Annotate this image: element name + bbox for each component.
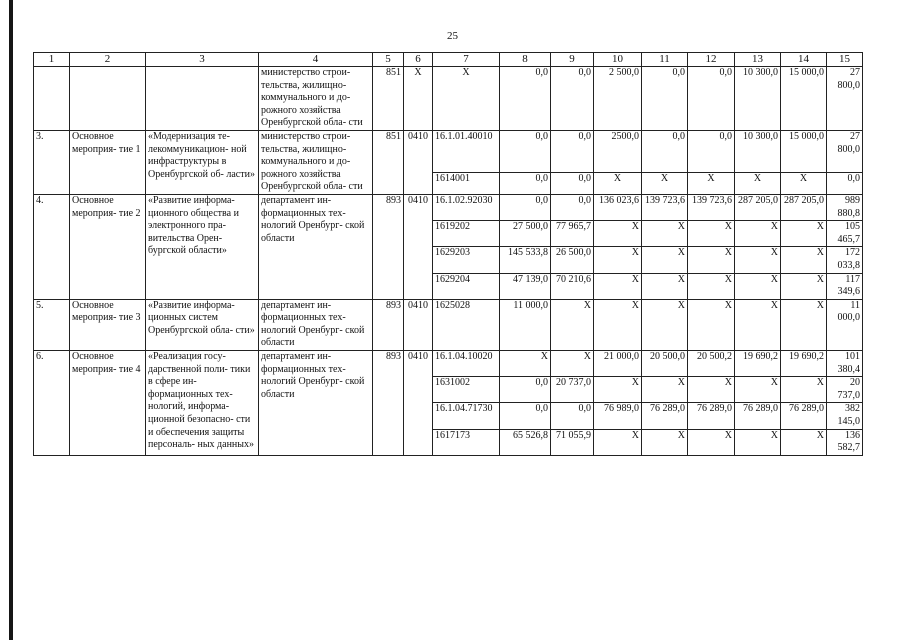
value-cell-c10: Х [594, 273, 642, 299]
value-cell-c13: Х [735, 377, 781, 403]
value-cell-c14: Х [781, 299, 827, 350]
value-cell-c14: 15 000,0 [781, 130, 827, 172]
column-number-cell: 14 [781, 53, 827, 67]
value-cell-c9: 0,0 [551, 173, 594, 195]
value-cell-c13: Х [735, 273, 781, 299]
event-name-cell: Основное мероприя- тие 4 [70, 351, 146, 456]
value-cell-c15: 382 145,0 [827, 403, 863, 429]
value-cell-c13: 19 690,2 [735, 351, 781, 377]
value-cell-c9: 0,0 [551, 67, 594, 131]
column-number-cell: 4 [259, 53, 373, 67]
value-cell-c9: 20 737,0 [551, 377, 594, 403]
row-number-cell: 5. [34, 299, 70, 350]
budget-table [33, 52, 863, 456]
executor-cell: департамент ин- формационных тех- нологий Оренбург- ской области [259, 194, 373, 299]
column-number-cell: 13 [735, 53, 781, 67]
value-cell-c15: 27 800,0 [827, 67, 863, 131]
page-number: 25 [447, 30, 458, 42]
target-article-cell: 16.1.04.71730 [433, 403, 500, 429]
executor-cell: департамент ин- формационных тех- нологий Оренбург- ской области [259, 299, 373, 350]
value-cell-c14: Х [781, 273, 827, 299]
value-cell-c12: Х [688, 299, 735, 350]
target-article-cell: 16.1.01.40010 [433, 130, 500, 172]
value-cell-c12: 76 289,0 [688, 403, 735, 429]
value-cell-c12: Х [688, 221, 735, 247]
column-number-cell: 12 [688, 53, 735, 67]
value-cell-c15: 117 349,6 [827, 273, 863, 299]
value-cell-c11: Х [642, 429, 688, 455]
value-cell-c11: Х [642, 377, 688, 403]
value-cell-c9: 26 500,0 [551, 247, 594, 273]
value-cell-c10: Х [594, 221, 642, 247]
value-cell-c15: 20 737,0 [827, 377, 863, 403]
value-cell-c9: Х [551, 351, 594, 377]
value-cell-c9: 0,0 [551, 130, 594, 172]
target-article-cell: 1614001 [433, 173, 500, 195]
section-code-cell: 0410 [404, 130, 433, 194]
value-cell-c14: 15 000,0 [781, 67, 827, 131]
value-cell-c13: Х [735, 173, 781, 195]
row-number-cell [34, 67, 70, 131]
value-cell-c15: 27 800,0 [827, 130, 863, 172]
target-article-cell: 1631002 [433, 377, 500, 403]
value-cell-c8: 0,0 [500, 173, 551, 195]
value-cell-c8: 0,0 [500, 403, 551, 429]
target-article-cell: 1629203 [433, 247, 500, 273]
column-number-cell: 5 [373, 53, 404, 67]
value-cell-c8: 145 533,8 [500, 247, 551, 273]
event-name-cell: Основное мероприя- тие 1 [70, 130, 146, 194]
value-cell-c13: 10 300,0 [735, 67, 781, 131]
value-cell-c14: 76 289,0 [781, 403, 827, 429]
value-cell-c14: Х [781, 221, 827, 247]
value-cell-c13: 287 205,0 [735, 194, 781, 220]
column-number-cell: 10 [594, 53, 642, 67]
value-cell-c12: Х [688, 429, 735, 455]
value-cell-c8: 0,0 [500, 67, 551, 131]
row-number-cell: 4. [34, 194, 70, 299]
executor-cell: департамент ин- формационных тех- нологий Оренбург- ской области [259, 351, 373, 456]
value-cell-c10: Х [594, 247, 642, 273]
executor-cell: министерство строи- тельства, жилищно- коммунального и до- рожного хозяйства Оренбургской обла- сти [259, 130, 373, 194]
value-cell-c15: 11 000,0 [827, 299, 863, 350]
value-cell-c14: Х [781, 247, 827, 273]
value-cell-c11: 0,0 [642, 67, 688, 131]
column-number-cell: 7 [433, 53, 500, 67]
value-cell-c12: Х [688, 273, 735, 299]
value-cell-c11: 139 723,6 [642, 194, 688, 220]
value-cell-c14: Х [781, 173, 827, 195]
value-cell-c11: Х [642, 221, 688, 247]
value-cell-c12: 0,0 [688, 130, 735, 172]
value-cell-c9: 0,0 [551, 403, 594, 429]
target-article-cell: 1625028 [433, 299, 500, 350]
value-cell-c13: Х [735, 221, 781, 247]
value-cell-c8: 0,0 [500, 194, 551, 220]
value-cell-c10: Х [594, 173, 642, 195]
target-article-cell: 1619202 [433, 221, 500, 247]
value-cell-c15: 136 582,7 [827, 429, 863, 455]
table-body [34, 53, 863, 456]
grbs-code-cell: 851 [373, 67, 404, 131]
value-cell-c8: Х [500, 351, 551, 377]
column-number-cell: 2 [70, 53, 146, 67]
column-number-cell: 3 [146, 53, 259, 67]
value-cell-c11: 20 500,0 [642, 351, 688, 377]
value-cell-c12: 20 500,2 [688, 351, 735, 377]
value-cell-c10: 76 989,0 [594, 403, 642, 429]
table-row [34, 351, 863, 377]
table-row [34, 130, 863, 172]
value-cell-c14: Х [781, 429, 827, 455]
value-cell-c12: Х [688, 247, 735, 273]
target-article-cell: 1617173 [433, 429, 500, 455]
value-cell-c15: 105 465,7 [827, 221, 863, 247]
value-cell-c13: 10 300,0 [735, 130, 781, 172]
value-cell-c13: Х [735, 247, 781, 273]
event-title-cell: «Развитие информа- ционного общества и электронного пра- вительства Орен- бургской области» [146, 194, 259, 299]
grbs-code-cell: 893 [373, 351, 404, 456]
target-article-cell: 1629204 [433, 273, 500, 299]
table-row [34, 299, 863, 350]
value-cell-c13: 76 289,0 [735, 403, 781, 429]
column-number-cell: 9 [551, 53, 594, 67]
table-row [34, 67, 863, 131]
value-cell-c10: Х [594, 429, 642, 455]
value-cell-c12: Х [688, 377, 735, 403]
value-cell-c11: Х [642, 247, 688, 273]
scan-edge-bar [9, 0, 13, 640]
value-cell-c10: 2500,0 [594, 130, 642, 172]
column-number-cell: 11 [642, 53, 688, 67]
value-cell-c8: 65 526,8 [500, 429, 551, 455]
value-cell-c10: Х [594, 377, 642, 403]
section-code-cell: 0410 [404, 194, 433, 299]
value-cell-c11: Х [642, 273, 688, 299]
grbs-code-cell: 893 [373, 299, 404, 350]
section-code-cell: 0410 [404, 351, 433, 456]
value-cell-c8: 27 500,0 [500, 221, 551, 247]
grbs-code-cell: 893 [373, 194, 404, 299]
value-cell-c12: Х [688, 173, 735, 195]
target-article-cell: 16.1.04.10020 [433, 351, 500, 377]
target-article-cell: 16.1.02.92030 [433, 194, 500, 220]
event-title-cell: «Реализация госу- дарственной поли- тики в сфере ин- формационных тех- нологий, информа- ционной безопасно- сти и обеспечения защиты персональ- ных данных» [146, 351, 259, 456]
value-cell-c15: 172 033,8 [827, 247, 863, 273]
value-cell-c9: Х [551, 299, 594, 350]
value-cell-c8: 47 139,0 [500, 273, 551, 299]
value-cell-c9: 77 965,7 [551, 221, 594, 247]
value-cell-c9: 71 055,9 [551, 429, 594, 455]
section-code-cell: Х [404, 67, 433, 131]
value-cell-c10: 21 000,0 [594, 351, 642, 377]
value-cell-c15: 989 880,8 [827, 194, 863, 220]
event-title-cell: «Модернизация те- лекоммуникацион- ной инфраструктуры в Оренбургской об- ласти» [146, 130, 259, 194]
row-number-cell: 3. [34, 130, 70, 194]
value-cell-c9: 70 210,6 [551, 273, 594, 299]
column-number-cell: 15 [827, 53, 863, 67]
row-number-cell: 6. [34, 351, 70, 456]
value-cell-c8: 0,0 [500, 130, 551, 172]
value-cell-c10: Х [594, 299, 642, 350]
value-cell-c13: Х [735, 429, 781, 455]
section-code-cell: 0410 [404, 299, 433, 350]
value-cell-c8: 0,0 [500, 377, 551, 403]
executor-cell: министерство строи- тельства, жилищно- коммунального и до- рожного хозяйства Оренбургской обла- сти [259, 67, 373, 131]
value-cell-c9: 0,0 [551, 194, 594, 220]
grbs-code-cell: 851 [373, 130, 404, 194]
column-number-cell: 8 [500, 53, 551, 67]
event-name-cell [70, 67, 146, 131]
event-title-cell: «Развитие информа- ционных систем Оренбургской обла- сти» [146, 299, 259, 350]
value-cell-c14: 287 205,0 [781, 194, 827, 220]
target-article-cell: Х [433, 67, 500, 131]
value-cell-c12: 139 723,6 [688, 194, 735, 220]
value-cell-c8: 11 000,0 [500, 299, 551, 350]
event-name-cell: Основное мероприя- тие 3 [70, 299, 146, 350]
column-number-cell: 1 [34, 53, 70, 67]
value-cell-c11: Х [642, 173, 688, 195]
value-cell-c11: Х [642, 299, 688, 350]
value-cell-c15: 0,0 [827, 173, 863, 195]
value-cell-c14: 19 690,2 [781, 351, 827, 377]
header-row [34, 53, 863, 67]
value-cell-c11: 76 289,0 [642, 403, 688, 429]
value-cell-c11: 0,0 [642, 130, 688, 172]
value-cell-c14: Х [781, 377, 827, 403]
value-cell-c12: 0,0 [688, 67, 735, 131]
value-cell-c13: Х [735, 299, 781, 350]
value-cell-c15: 101 380,4 [827, 351, 863, 377]
column-number-cell: 6 [404, 53, 433, 67]
event-title-cell [146, 67, 259, 131]
value-cell-c10: 136 023,6 [594, 194, 642, 220]
value-cell-c10: 2 500,0 [594, 67, 642, 131]
event-name-cell: Основное мероприя- тие 2 [70, 194, 146, 299]
table-row [34, 194, 863, 220]
